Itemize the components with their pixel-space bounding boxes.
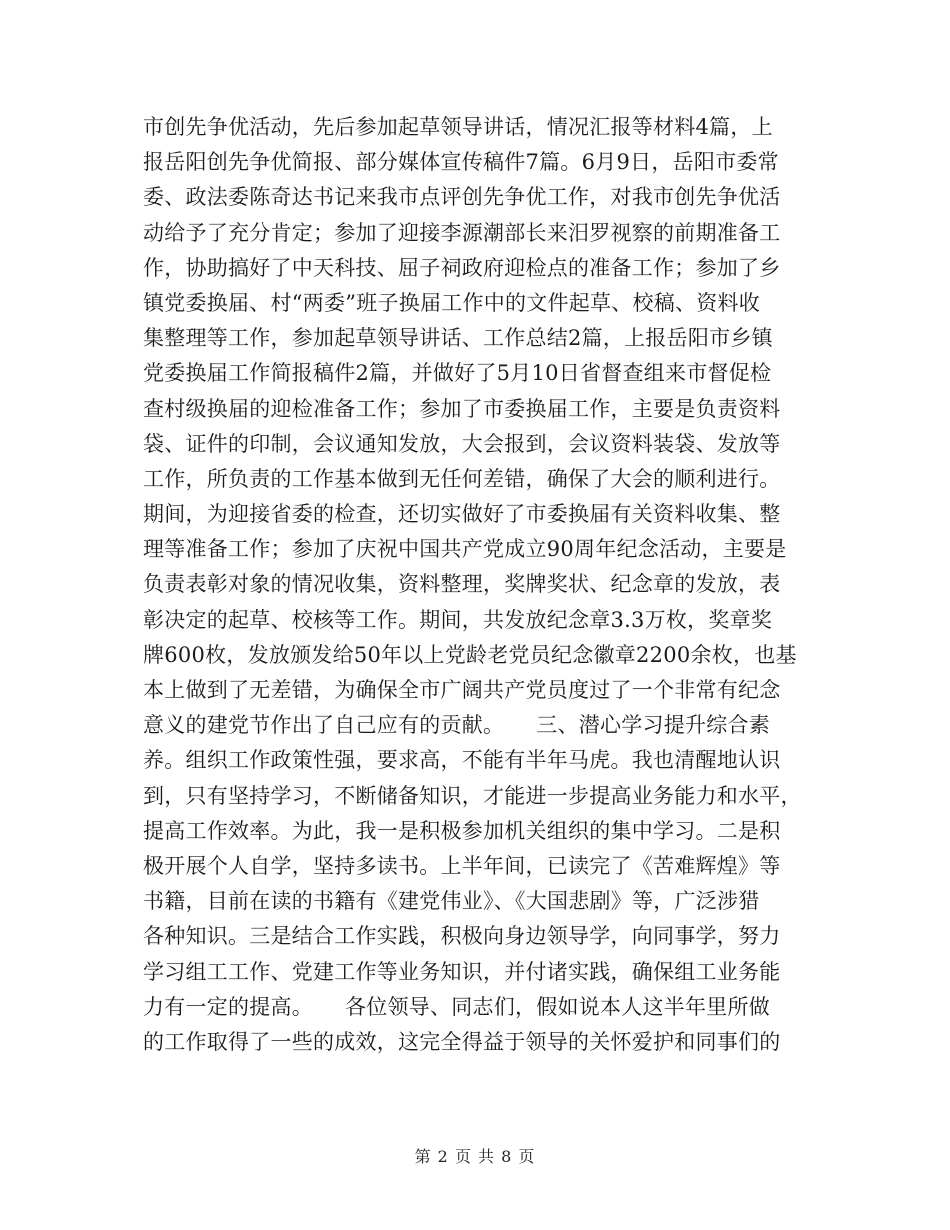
text-line: 意义的建党节作出了自己应有的贡献。 三、潜心学习提升综合素 [143,713,770,738]
text-line: 本上做到了无差错，为确保全市广阔共产党员度过了一个非常有纪念 [143,678,781,702]
text-line: 彰决定的起草、校核等工作。期间，共发放纪念章3.3万枚，奖章奖 [143,607,773,632]
text-line: 期间，为迎接省委的检查，还切实做好了市委换届有关资料收集、整 [143,502,781,527]
text-line: 作，协助搞好了中天科技、屈子祠政府迎检点的准备工作；参加了乡 [143,255,781,280]
text-line: 各种知识。三是结合工作实践，积极向身边领导学，向同事学，努力 [143,924,781,949]
text-line: 书籍，目前在读的书籍有《建党伟业》、《大国悲剧》等，广泛涉猎 [143,889,760,914]
text-line: 工作，所负责的工作基本做到无任何差错，确保了大会的顺利进行。 [143,466,781,491]
text-line: 查村级换届的迎检准备工作；参加了市委换届工作，主要是负责资料 [143,396,781,421]
text-line: 理等准备工作；参加了庆祝中国共产党成立90周年纪念活动，主要是 [143,537,787,562]
text-line: 动给予了充分肯定；参加了迎接李源潮部长来汨罗视察的前期准备工 [143,220,781,245]
text-line: 的工作取得了一些的成效，这完全得益于领导的关怀爱护和同事们的 [143,1029,781,1054]
text-line: 到，只有坚持学习，不断储备知识，才能进一步提高业务能力和水平， [143,783,802,808]
body-text [143,110,813,1060]
text-line: 力有一定的提高。 各位领导、同志们，假如说本人这半年里所做 [143,994,770,1019]
text-line: 牌600枚，发放颁发给50年以上党龄老党员纪念徽章2200余枚，也基 [143,642,797,667]
text-line: 学习组工工作、党建工作等业务知识，并付诸实践，确保组工业务能 [143,959,781,984]
text-line: 袋、证件的印制，会议通知发放，大会报到，会议资料装袋、发放等 [143,431,781,456]
text-line: 报岳阳创先争优简报、部分媒体宣传稿件7篇。6月9日，岳阳市委常 [143,150,779,175]
text-line: 党委换届工作简报稿件2篇，并做好了5月10日省督查组来市督促检 [143,361,772,386]
text-line: 委、政法委陈奇达书记来我市点评创先争优工作，对我市创先争优活 [143,185,781,210]
text-line: 镇党委换届、村“两委”班子换届工作中的文件起草、校稿、资料收 [143,290,760,315]
text-line: 负责表彰对象的情况收集，资料整理，奖牌奖状、纪念章的发放，表 [143,572,781,597]
text-line: 极开展个人自学，坚持多读书。上半年间，已读完了《苦难辉煌》等 [143,853,781,878]
text-line: 提高工作效率。为此，我一是积极参加机关组织的集中学习。二是积 [143,818,781,843]
page-footer: 第 2 页 共 8 页 [414,1147,536,1166]
text-line: 养。组织工作政策性强，要求高，不能有半年马虎。我也清醒地认识 [143,748,781,773]
text-line: 市创先争优活动，先后参加起草领导讲话，情况汇报等材料4篇，上 [143,115,773,139]
text-line: 集整理等工作，参加起草领导讲话、工作总结2篇，上报岳阳市乡镇 [143,326,773,351]
